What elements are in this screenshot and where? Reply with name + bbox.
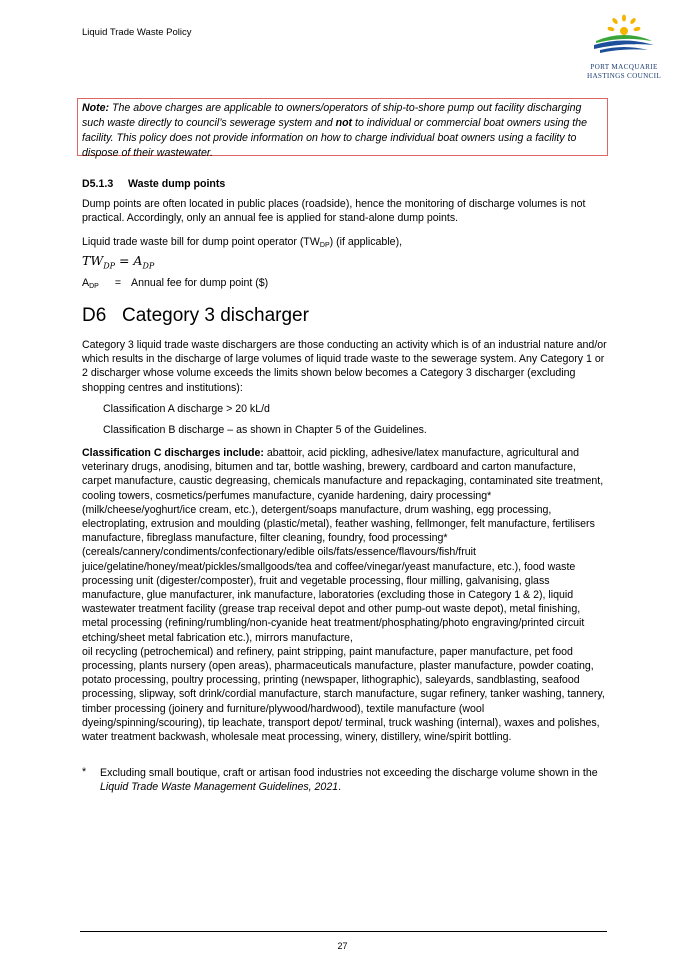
heading-d6 <box>82 305 309 327</box>
d513-p2-b: ) (if applicable), <box>329 236 403 248</box>
footnote-text-a: Excluding small boutique, craft or artisan food industries not exceeding the discharge volume shown in the <box>100 767 598 779</box>
d6-paragraph-1: Category 3 liquid trade waste dischargers are those conducting an activity which is of an industrial nature and/or which results in the discharge of large volumes of liquid trade waste to the sewerage system. Any Category 1 or 2 discharger whose volume exceeds the limits shown below becomes a Category 3 discharger (excluding shopping centres and institutions): <box>82 339 607 394</box>
header-title: Liquid Trade Waste Policy <box>82 27 192 38</box>
heading-d513 <box>82 177 608 191</box>
footnote-text-b: . <box>338 781 342 794</box>
d513-paragraph-2 <box>82 235 608 253</box>
logo-text-line2: HASTINGS COUNCIL <box>586 72 662 80</box>
formula-lhs-sub: DP <box>103 261 115 271</box>
heading-d6-title: Category 3 discharger <box>122 305 309 326</box>
footnote-marker: * <box>82 766 87 778</box>
heading-d513-title: Waste dump points <box>128 178 226 190</box>
footer-divider <box>80 931 607 932</box>
logo-text-line1: PORT MACQUARIE <box>590 63 658 71</box>
footnote-text <box>100 766 600 794</box>
dump-point-formula <box>82 253 154 271</box>
note-box <box>77 98 608 159</box>
council-logo <box>586 12 662 81</box>
def-sub: DP <box>89 283 99 290</box>
def-text: Annual fee for dump point ($) <box>131 277 269 289</box>
d513-paragraph-1: Dump points are often located in public places (roadside), hence the monitoring of discharge volumes is not practical. Accordingly, only an annual fee is applied for stand-alone dump points. <box>82 198 586 225</box>
note-text-b: to individual or commercial boat owners using the facility. This policy does not provide information on how to charge individual boat owners using a facility to dispose of their wastewater. <box>82 117 588 159</box>
formula-equals: = <box>114 253 134 268</box>
classification-c-text: abattoir, acid pickling, adhesive/latex manufacture, agricultural and veterinary drugs, anodising, bitumen and tar, bottle washing, brewery, cardboard and carton manufacture, carpet manufacture, caustic degreasing, chemicals manufacture and repackaging, contaminated site treatment, cooling towers, cosmetics/perfumes manufacture, cyanide hardening, dairy processing* (milk/cheese/yoghurt/ice cream, etc.), detergent/soaps manufacture, drum washing, egg processing, electroplating, extrusion and moulding (plastic/metal), feather washing, fellmonger, felt manufacture, fertilisers manufacture, fibreglass manufacture, filter cleaning, foundry, food processing* (cereals/cannery/condiments/confectionary/edible oils/fats/essence/flavours/fish/fruit juice/gelatine/honey/meat/pickles/smallgoods/tea and coffee/vinegar/yeast manufacture, etc.), food waste processing unit (digester/composter), fruit and vegetable processing, flour milling, galvanising, glass manufacture, glue manufacturer, ink manufacture, laboratories (excluding those in Category 1 & 2), liquid wastewater treatment facility (grease trap receival depot and other pump-out waste depot), metal finishing, metal processing (refining/rumbling/non-cyanide heat treatment/phosphating/photo engraving/printed circuit etching/sheet metal fabrication etc.), mirrors manufacture, <box>82 447 604 644</box>
council-logo-icon <box>586 12 662 58</box>
classification-b: Classification B discharge – as shown in Chapter 5 of the Guidelines. <box>103 424 427 436</box>
note-label: Note: <box>82 102 110 114</box>
def-equals: = <box>114 277 121 289</box>
formula-rhs: A <box>133 253 143 268</box>
classification-c <box>82 446 608 744</box>
note-text-a: The above charges are applicable to owners/operators of ship-to-shore pump out facility discharging such waste directly to council’s sewerage system and <box>82 102 582 129</box>
footnote-italic: Liquid Trade Waste Management Guidelines, 2021 <box>100 781 339 794</box>
classification-a: Classification A discharge > 20 kL/d <box>103 403 270 415</box>
formula-rhs-sub: DP <box>142 261 155 271</box>
note-emphasis: not <box>335 117 353 129</box>
classification-c-text-2: oil recycling (petrochemical) and refinery, paint stripping, paint manufacture, paper manufacture, pet food processing, plants nursery (open areas), pharmaceuticals manufacture, plaster manufacture, powder coating, potato processing, poultry processing, printing (newspaper, lithographic), saleyards, sandblasting, seafood processing, slipway, soft drink/cordial manufacture, starch manufacture, sugar refinery, tanker washing, tannery, timber processing (joinery and furniture/plywood/hardwood), textile manufacture (wool dyeing/spinning/scouring), tip leachate, transport depot/ terminal, truck washing (internal), waxes and polishes, water treatment backwash, wholesale meat processing, winery, distillery, wine/spirit bottling. <box>82 645 605 744</box>
heading-d513-number: D5.1.3 <box>82 178 114 190</box>
heading-d6-number: D6 <box>82 305 107 326</box>
d513-p2-a: Liquid trade waste bill for dump point operator (TW <box>82 236 320 248</box>
def-symbol: A <box>82 277 90 289</box>
classification-c-label: Classification C discharges include: <box>82 447 264 459</box>
d513-p2-sub: DP <box>319 242 330 249</box>
formula-lhs: TW <box>82 253 104 268</box>
formula-definition <box>82 276 608 294</box>
page-number: 27 <box>337 941 348 951</box>
